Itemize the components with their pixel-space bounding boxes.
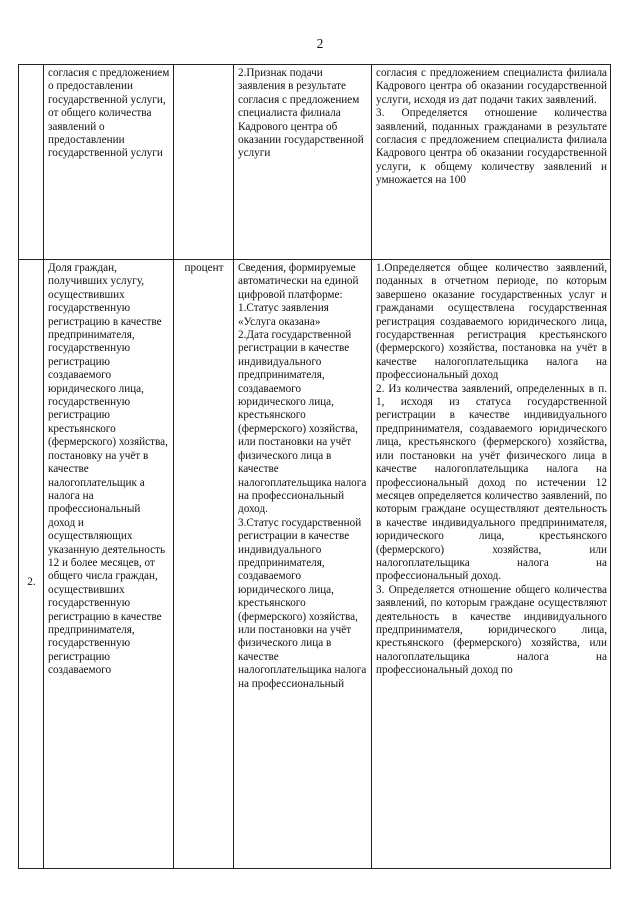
indicator-name-text: Доля граждан, получивших услугу, осуществивших государственную регистрацию в качестве предпринимателя, государственную регистрацию создаваемого юридического лица, государственную регистрацию крестьянского (фермерского) хозяйства, постановку на учёт в качестве налогоплательщик а налога на профессиональный доход и осуществляющих указанную деятельность 12 и более месяцев, от общего числа граждан, осуществивших государственную регистрацию в качестве предпринимателя, государственную регистрацию создаваемого <box>48 262 168 677</box>
calculation-method-cell <box>372 260 611 869</box>
unit-cell <box>174 65 234 260</box>
indicator-name-cell <box>44 65 174 260</box>
row-number-cell: 2. <box>19 260 44 869</box>
row-number-cell <box>19 65 44 260</box>
page-number: 2 <box>316 36 324 51</box>
data-source-cell <box>234 65 372 260</box>
data-source-cell <box>234 260 372 869</box>
indicator-name-cell <box>44 260 174 869</box>
data-source-text: 2.Признак подачи заявления в результате согласия с предложением специалиста филиала Кадрового центра об оказании государственной услуги <box>238 67 364 160</box>
data-source-text: Сведения, формируемые автоматически на единой цифровой платформе: 1.Статус заявления «Услуга оказана» 2.Дата государственной регистрации в качестве индивидуального предпринимателя, создаваемого юридического лица, крестьянского (фермерского) хозяйства, или постановки на учёт физического лица в качестве налогоплательщика налога на профессиональный доход. 3.Статус государственной регистрации в качестве индивидуального предпринимателя, создаваемого юридического лица, крестьянского (фермерского) хозяйства, или постановки на учёт физического лица в качестве налогоплательщика налога на профессиональный <box>238 262 367 690</box>
calculation-method-text: согласия с предложением специалиста филиала Кадрового центра об оказании государственной услуги, исходя из дат подачи таких заявлений. 3. Определяется отношение количества заявлений, поданных гражданами в результате согласия с предложением специалиста филиала Кадрового центра об оказании государственной услуги, к общему количеству заявлений и умножается на 100 <box>376 67 607 187</box>
unit-cell: процент <box>174 260 234 869</box>
indicator-table <box>18 64 611 869</box>
indicator-name-text: согласия с предложением о предоставлении государственной услуги, от общего количества заявлений о предоставлении государственной услуги <box>48 67 170 160</box>
calculation-method-cell <box>372 65 611 260</box>
table-row <box>19 65 611 260</box>
table-row <box>19 260 611 869</box>
calculation-method-text: 1.Определяется общее количество заявлений, поданных в отчетном периоде, по которым завершено оказание государственных услуг и гражданами осуществлена государственная регистрация создаваемого юридического лица, государственная регистрация крестьянского (фермерского) хозяйства, постановка на учёт в качестве налогоплательщика налога на профессиональный доход 2. Из количества заявлений, определенных в п. 1, исходя из статуса государственной регистрации в качестве индивидуального предпринимателя, создаваемого юридического лица, крестьянского (фермерского) хозяйства, или постановки на учёт физического лица в качестве налогоплательщика налога на профессиональный доход по истечении 12 месяцев определяется количество заявлений, по которым граждане осуществляют деятельность в качестве индивидуального предпринимателя, юридического лица, крестьянского (фермерского) хозяйства, или налогоплательщика налога на профессиональный доход. 3. Определяется отношение общего количества заявлений, по которым граждане осуществляют деятельность в качестве индивидуального предпринимателя, юридического лица, крестьянского (фермерского) хозяйства, или налогоплательщика налога на профессиональный доход по <box>376 262 607 677</box>
